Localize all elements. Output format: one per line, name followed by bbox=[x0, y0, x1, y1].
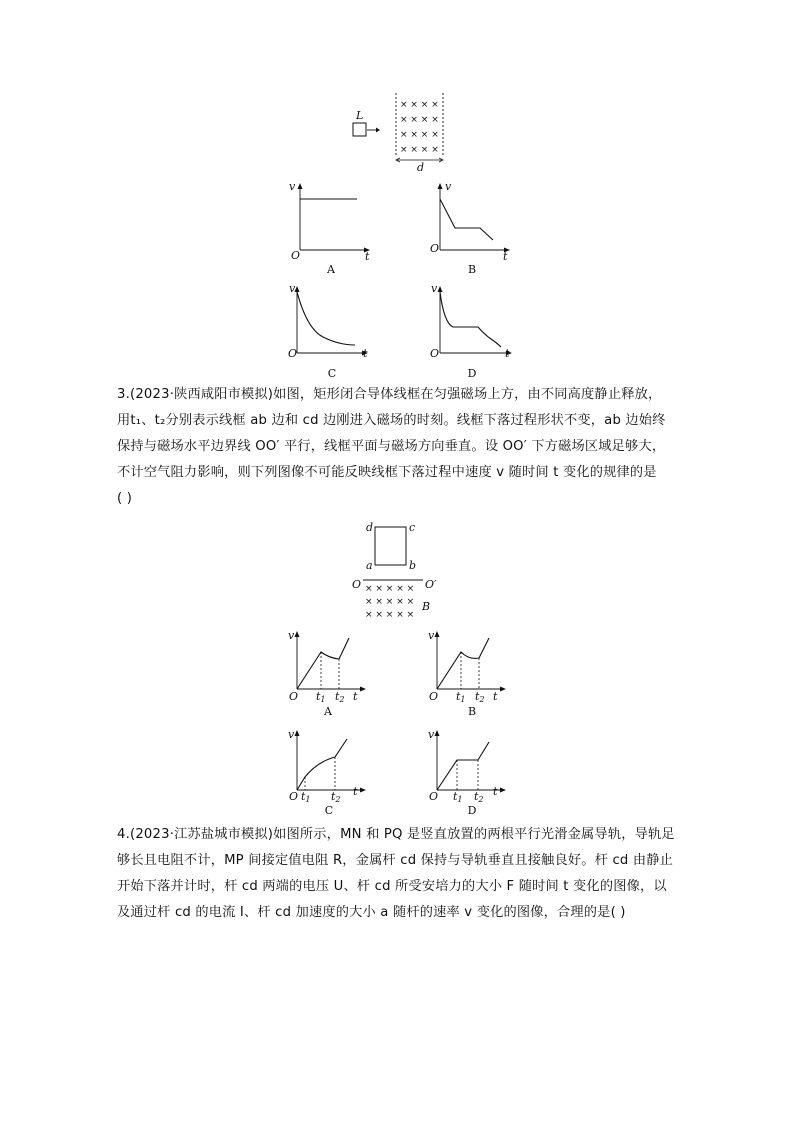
t1-label: t1 bbox=[316, 690, 326, 704]
option-label: C bbox=[324, 804, 334, 817]
field-crosses-row: × × × × × bbox=[365, 610, 415, 620]
v-axis-label: v bbox=[288, 629, 295, 642]
velocity-curve bbox=[437, 742, 489, 790]
loop-length-label: L bbox=[356, 109, 364, 122]
q3-loop-figure bbox=[345, 518, 445, 622]
question-3-line: 保持与磁场水平边界线 OO′ 平行，线框平面与磁场方向垂直。设 OO′ 下方磁场区域足够大， bbox=[117, 439, 666, 454]
square-loop bbox=[353, 123, 366, 136]
option-label: B bbox=[467, 705, 477, 718]
v-axis-label: v bbox=[431, 282, 438, 295]
t-axis-label: t bbox=[503, 250, 508, 263]
t2-label: t2 bbox=[474, 790, 484, 804]
boundary-label-o-prime: O′ bbox=[425, 578, 437, 591]
field-crosses-row: × × × × × bbox=[365, 584, 415, 594]
corner-label-d: d bbox=[366, 521, 374, 534]
option-label: A bbox=[324, 705, 332, 718]
q3-graph-a bbox=[285, 628, 375, 720]
velocity-curve bbox=[297, 292, 355, 345]
boundary-label-o: O bbox=[352, 578, 362, 591]
q2-graph-a bbox=[285, 180, 375, 275]
t1-label: t1 bbox=[301, 790, 311, 804]
field-crosses-row: × × × × × bbox=[365, 597, 415, 607]
rectangular-loop bbox=[375, 527, 406, 565]
q2-graph-d bbox=[425, 283, 517, 378]
question-4-line: 及通过杆 cd 的电流 I、杆 cd 加速度的大小 a 随杆的速率 v 变化的图像，合理的是( ) bbox=[117, 905, 626, 920]
v-axis-label: v bbox=[445, 180, 452, 193]
origin-label: O bbox=[429, 790, 439, 803]
origin-label: O bbox=[429, 690, 439, 703]
t1-label: t1 bbox=[456, 690, 466, 704]
v-axis-label: v bbox=[428, 728, 435, 741]
t2-label: t2 bbox=[331, 790, 341, 804]
field-region-figure bbox=[345, 90, 455, 176]
option-label: D bbox=[467, 367, 477, 380]
t2-label: t2 bbox=[335, 690, 345, 704]
q3-graph-b bbox=[425, 628, 515, 720]
velocity-curve bbox=[297, 638, 349, 689]
question-3-line: 用t₁、t₂分别表示线框 ab 边和 cd 边刚进入磁场的时刻。线框下落过程形状不变，ab 边始终 bbox=[117, 413, 666, 428]
t-axis-label: t bbox=[493, 690, 498, 703]
q3-graph-d bbox=[425, 727, 515, 819]
v-axis-label: v bbox=[288, 728, 295, 741]
t-axis-label: t bbox=[353, 690, 358, 703]
velocity-curve bbox=[440, 199, 493, 240]
field-crosses-row: × × × × bbox=[400, 115, 439, 125]
question-4-line: 4.(2023·江苏盐城市模拟)如图所示，MN 和 PQ 是竖直放置的两根平行光滑金属导轨，导轨足 bbox=[117, 827, 675, 842]
velocity-curve bbox=[440, 292, 501, 347]
v-axis-label: v bbox=[289, 282, 296, 295]
v-axis-label: v bbox=[289, 180, 296, 193]
t-axis-label: t bbox=[505, 347, 510, 360]
origin-label: O bbox=[289, 790, 299, 803]
t2-label: t2 bbox=[475, 690, 485, 704]
question-3-text bbox=[117, 382, 679, 512]
question-3-line: 不计空气阻力影响，则下列图像不可能反映线框下落过程中速度 v 随时间 t 变化的规律的是 bbox=[117, 465, 657, 480]
width-label: d bbox=[417, 161, 425, 174]
option-label: B bbox=[467, 263, 477, 276]
question-4-line: 开始下落并计时，杆 cd 两端的电压 U、杆 cd 所受安培力的大小 F 随时间 t 变化的图像，以 bbox=[117, 879, 667, 894]
t-axis-label: t bbox=[353, 785, 358, 798]
t-axis-label: t bbox=[363, 347, 368, 360]
field-crosses-row: × × × × bbox=[400, 145, 439, 155]
field-label-b: B bbox=[422, 600, 431, 613]
corner-label-a: a bbox=[366, 559, 373, 572]
origin-label: O bbox=[289, 690, 299, 703]
q3-graph-c bbox=[285, 727, 375, 819]
q2-graph-c bbox=[285, 283, 375, 378]
corner-label-b: b bbox=[409, 559, 417, 572]
q2-graph-b bbox=[425, 180, 515, 275]
origin-label: O bbox=[430, 347, 440, 360]
velocity-curve bbox=[437, 638, 489, 689]
origin-label: O bbox=[430, 242, 440, 255]
corner-label-c: c bbox=[409, 521, 416, 534]
question-4-text bbox=[117, 822, 679, 926]
t-axis-label: t bbox=[365, 250, 370, 263]
option-label: D bbox=[467, 804, 477, 817]
option-label: C bbox=[327, 367, 337, 380]
question-3-line: 3.(2023·陕西咸阳市模拟)如图，矩形闭合导体线框在匀强磁场上方，由不同高度静止释放， bbox=[117, 387, 662, 402]
field-crosses-row: × × × × bbox=[400, 130, 439, 140]
t1-label: t1 bbox=[453, 790, 463, 804]
option-label: A bbox=[327, 263, 335, 276]
question-3-answer-blank: ( ) bbox=[117, 491, 133, 506]
v-axis-label: v bbox=[428, 629, 435, 642]
origin-label: O bbox=[288, 347, 298, 360]
question-4-line: 够长且电阻不计，MP 间接定值电阻 R，金属杆 cd 保持与导轨垂直且接触良好。杆 cd 由静止 bbox=[117, 853, 674, 868]
t-axis-label: t bbox=[493, 785, 498, 798]
origin-label: O bbox=[291, 249, 301, 262]
velocity-curve bbox=[297, 739, 347, 790]
field-crosses-row: × × × × bbox=[400, 100, 439, 110]
